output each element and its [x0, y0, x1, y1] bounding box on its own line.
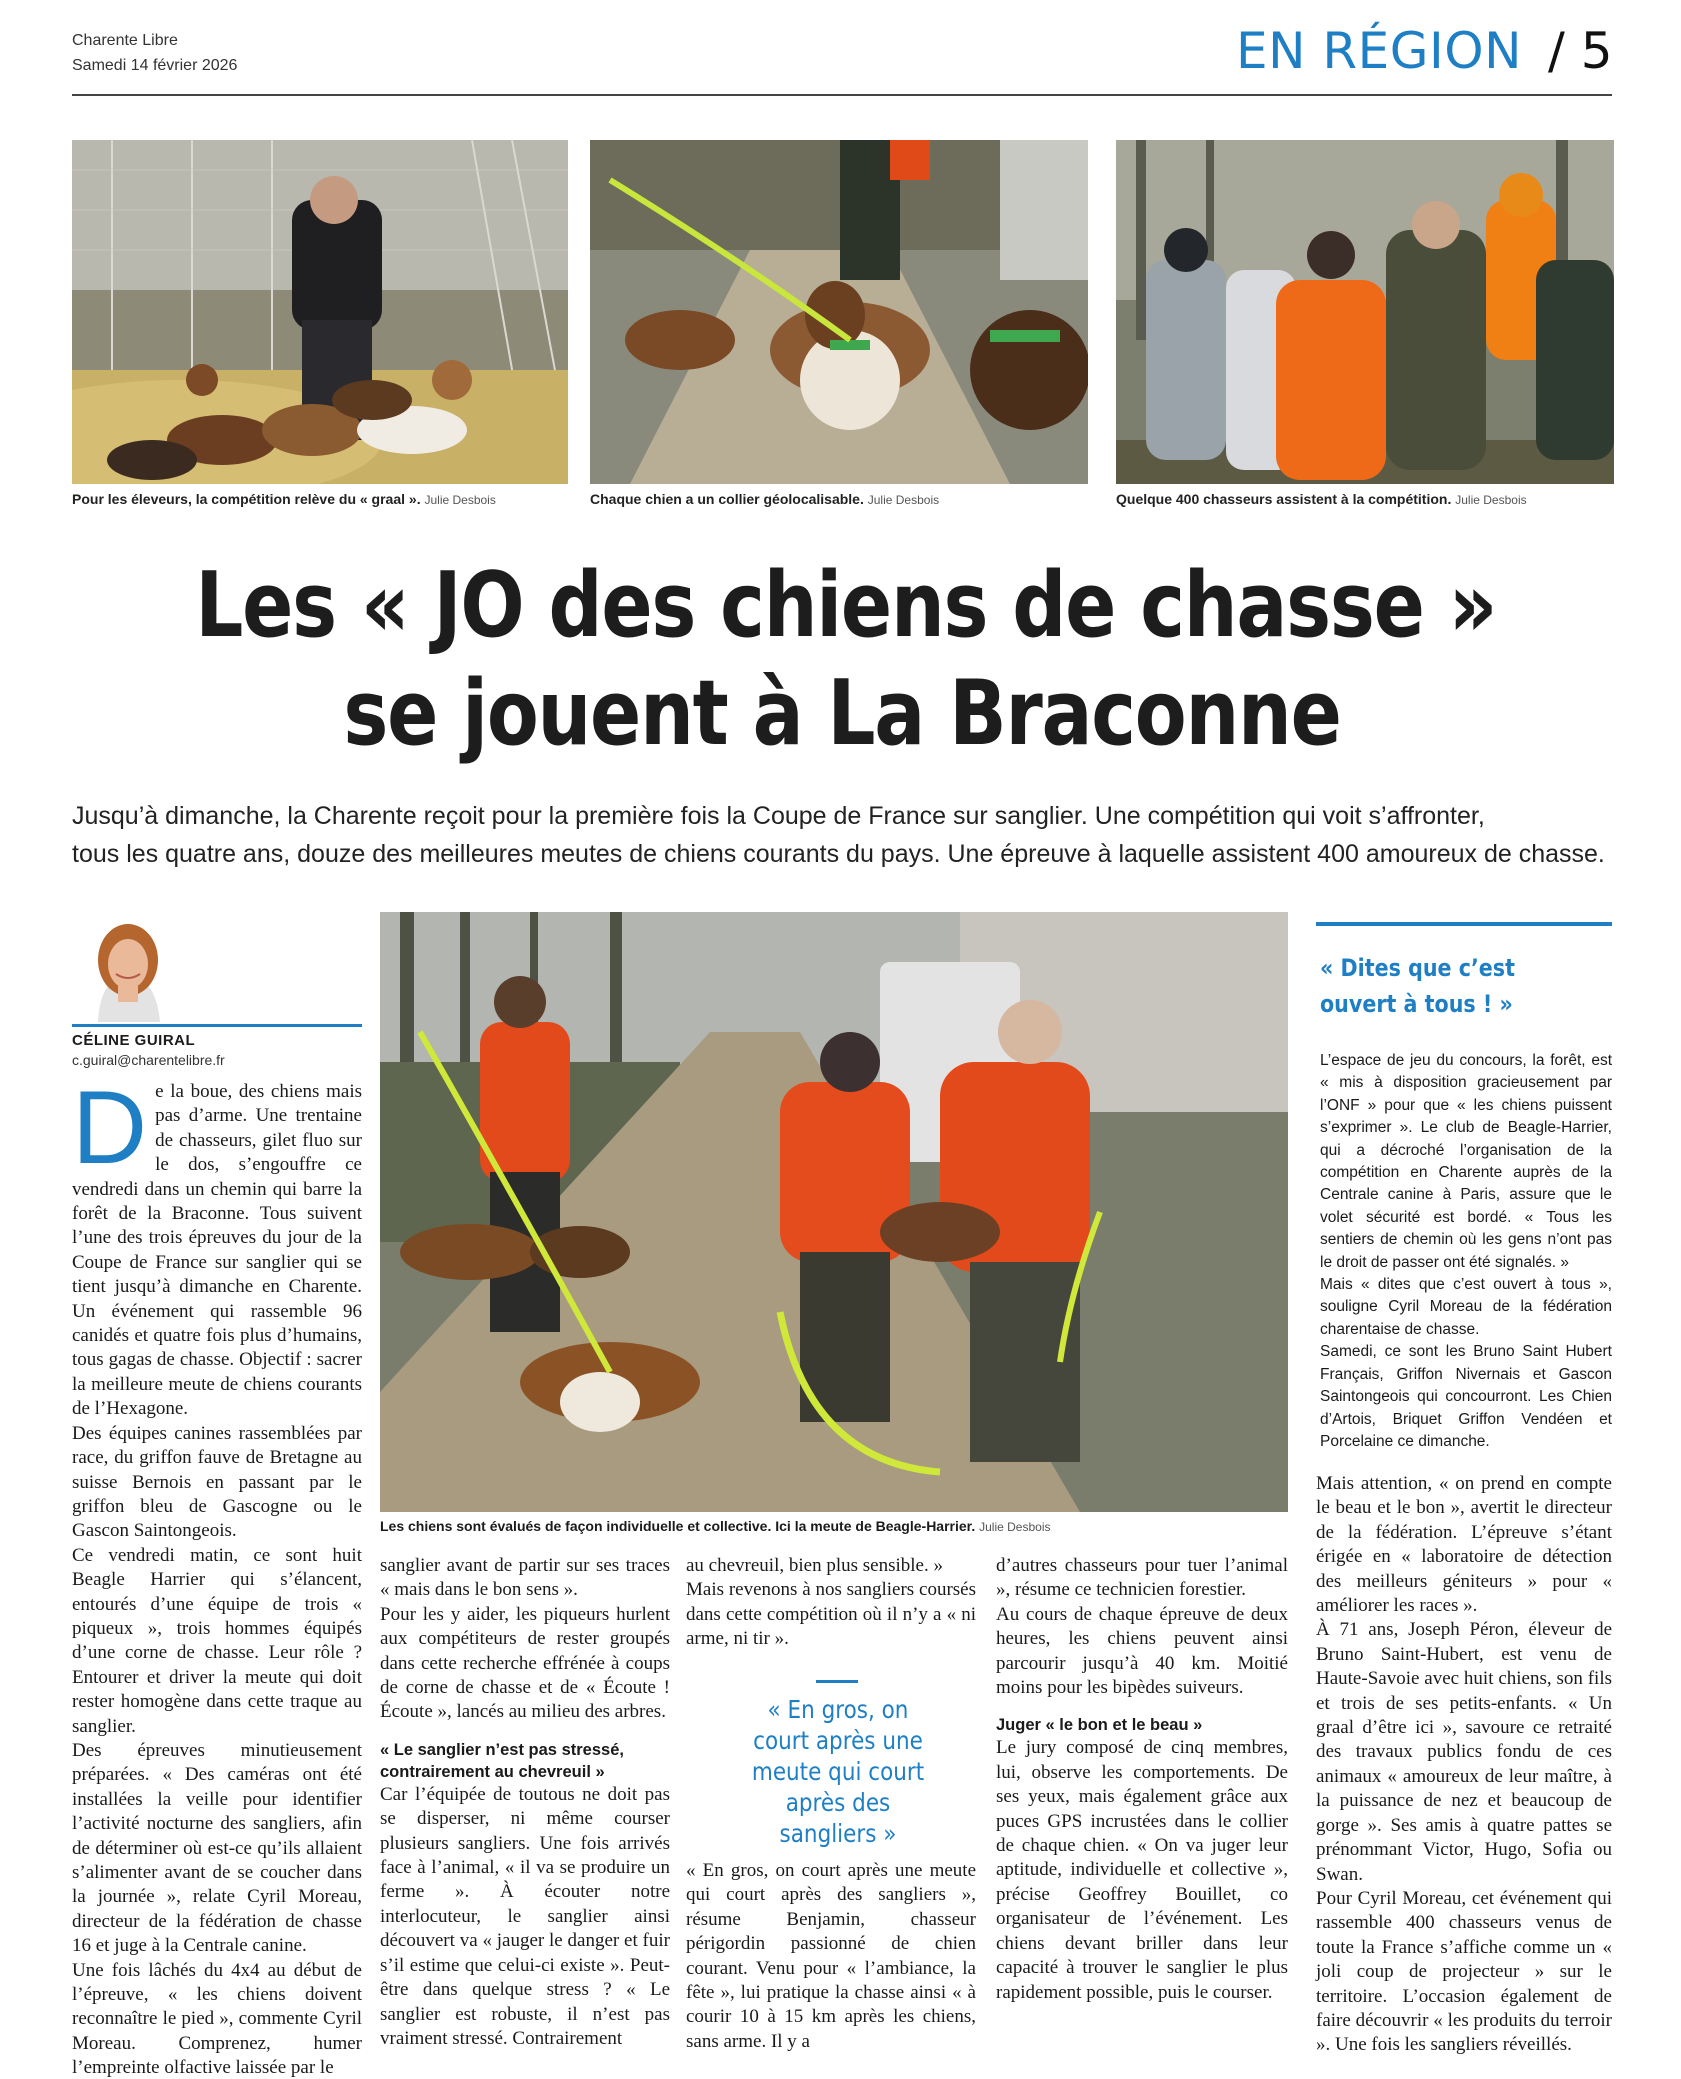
- photo-caption-1: Pour les éleveurs, la compétition relève du « graal ». Julie Desbois: [72, 491, 496, 507]
- headline-line-1: Les « JO des chiens de chasse »: [195, 553, 1497, 658]
- article-paragraph: au chevreuil, bien plus sensible. »: [686, 1555, 943, 1576]
- article-paragraph: Mais revenons à nos sangliers coursés dans cette compétition où il n’y a « ni arme, ni tir ».: [686, 1579, 976, 1650]
- article-paragraph: sanglier avant de partir sur ses traces « mais dans le bon sens ».: [380, 1555, 670, 1601]
- standfirst-line-2: tous les quatre ans, douze des meilleures meutes de chiens courants du pays. Une épreuve à laquelle assistent 400 amoureux de chasse.: [72, 840, 1605, 868]
- photo-credit: Julie Desbois: [979, 1520, 1051, 1534]
- photo-caption-3: Quelque 400 chasseurs assistent à la compétition. Julie Desbois: [1116, 491, 1527, 507]
- subheading: « Le sanglier n’est pas stressé, contrairement au chevreuil »: [380, 1740, 624, 1781]
- article-column-3b: [686, 1859, 976, 2054]
- article-paragraph: Pour Cyril Moreau, cet événement qui rassemble 400 chasseurs venus de toute la France s’affiche comme un « joli coup de projecteur » sur le territoire. L’occasion également de faire découvrir « les produits du terroir ». Une fois les sangliers réveillés.: [1316, 1887, 1612, 2056]
- article-paragraph: Pour les y aider, les piqueurs hurlent aux compétiteurs de rester groupés dans cette recherche effrénée à coups de corne de chasse et de « Écoute ! Écoute », lancés au milieu des arbres.: [380, 1603, 670, 1723]
- article-paragraph: Le jury composé de cinq membres, lui, observe les comportements. De ses yeux, mais également grâce aux puces GPS incrustées dans le collier de chaque chien. « On va juger leur aptitude, individuelle et collective », précise Geoffrey Bouillet, co organisateur de l’événement. Les chiens devant briller dans leur capacité à trouver le sanglier le plus rapidement possible, puis le courser.: [996, 1737, 1288, 2003]
- article-column-5: [1316, 1472, 1612, 2058]
- article-paragraph: Mais attention, « on prend en compte le beau et le bon », avertit le directeur de la fédération. L’épreuve s’étant érigée en « laboratoire de détection des meilleurs géniteurs » pour « améliorer les races ».: [1316, 1473, 1612, 1617]
- author-avatar: [80, 918, 176, 1022]
- sidebar-paragraph: Mais « dites que c’est ouvert à tous », souligne Cyril Moreau de la fédération charentaise de chasse.: [1320, 1276, 1612, 1338]
- sidebar-body: [1320, 1050, 1612, 1453]
- pullquote: « En gros, on court après une meute qui court après des sangliers »: [751, 1695, 925, 1848]
- photo-dog-collar: [590, 140, 1088, 484]
- article-paragraph: Ce vendredi matin, ce sont huit Beagle Harrier qui s’élancent, entourés d’une équipe de trois « piqueux », trois hommes équipés d’une corne de chasse. Leur rôle ? Entourer et driver la meute qui doit rester homogène dans cette traque au sanglier.: [72, 1544, 362, 1737]
- sidebar-rule: [1316, 922, 1612, 926]
- article-paragraph: « En gros, on court après une meute qui court après des sangliers », résume Benjamin, chasseur périgordin passionné de chien courant. Venu pour « l’ambiance, la fête », lui pratique la chasse ainsi « à courir 10 à 15 km après les chiens, sans arme. Il y a: [686, 1860, 976, 2052]
- article-column-1: [72, 1070, 362, 2079]
- section-title: EN RÉGION: [1236, 22, 1522, 80]
- standfirst-line-1: Jusqu’à dimanche, la Charente reçoit pour la première fois la Coupe de France sur sanglier. Une compétition qui voit s’affronter,: [72, 802, 1485, 830]
- article-column-3: [686, 1554, 976, 1652]
- article-paragraph: Une fois lâchés du 4x4 au début de l’épreuve, « les chiens doivent reconnaître le pied », commente Cyril Moreau. Comprenez, humer l’empreinte olfactive laissée par le: [72, 1959, 362, 2079]
- sidebar-paragraph: L’espace de jeu du concours, la forêt, est « mis à disposition gracieusement par l’ONF » pour que « les chiens puissent s’exprimer ». Le club de Beagle-Harrier, qui a décroché l’organisation de la compétition en Charente auprès de la Centrale canine à Paris, assure que le volet sécurité est bordé. « Tous les sentiers de chemin où les gens n’ont pas le droit de passer ont été signalés. »: [1320, 1052, 1612, 1271]
- sidebar-paragraph: Samedi, ce sont les Bruno Saint Hubert Français, Griffon Nivernais et Gascon Saintongeois qui concourront. Les Chien d’Artois, Briquet Griffon Vendéen et Porcelaine ce dimanche.: [1320, 1343, 1612, 1450]
- main-photo-caption: Les chiens sont évalués de façon individuelle et collective. Ici la meute de Beagle-Harrier. Julie Desbois: [380, 1518, 1051, 1534]
- article-paragraph: e la boue, des chiens mais pas d’arme. Une trentaine de chasseurs, gilet fluo sur le dos, s’engouffre ce vendredi dans un chemin qui barre la forêt de la Braconne. Tous suivent l’une des trois épreuves du jour de la Coupe de France sur sanglier qui se tient jusqu’à dimanche en Charente. Un événement qui rassemble 96 canidés et quatre fois plus d’humains, tous gagas de chasse. Objectif : sacrer la meilleure meute de chiens courants de l’Hexagone.: [72, 1081, 362, 1420]
- article-column-2: [380, 1554, 670, 2051]
- article-paragraph: d’autres chasseurs pour tuer l’animal », résume ce technicien forestier.: [996, 1555, 1288, 1601]
- header-divider: [72, 94, 1612, 96]
- pullquote-rule: [816, 1680, 858, 1683]
- photo-credit: Julie Desbois: [424, 493, 496, 507]
- publication-name: Charente Libre: [72, 32, 178, 49]
- article-paragraph: À 71 ans, Joseph Péron, éleveur de Bruno Saint-Hubert, est venu de Haute-Savoie avec huit chiens, son fils et trois de ses petits-enfants. « Un graal d’être ici », savoure ce retraité des travaux publics fondu de ces animaux « amoureux de leur maître, à la puissance de nez et beaucoup de gorge ». Ses amis à quatre pattes se prénommant Victor, Hugo, Sofia ou Swan.: [1316, 1619, 1612, 1885]
- article-column-4: [996, 1554, 1288, 2005]
- drop-cap: D: [72, 1070, 148, 1186]
- masthead: [72, 28, 237, 78]
- photo-kennel: [72, 140, 568, 484]
- article-paragraph: Au cours de chaque épreuve de deux heures, les chiens peuvent ainsi parcourir jusqu’à 40 km. Moitié moins pour les bipèdes suiveurs.: [996, 1603, 1288, 1699]
- headline: [195, 552, 1497, 768]
- publication-date: Samedi 14 février 2026: [72, 57, 238, 74]
- article-paragraph: Des équipes canines rassemblées par race, du griffon fauve de Bretagne au suisse Bernois en passant par le griffon bleu de Gascogne ou le Gascon Saintongeois.: [72, 1422, 362, 1542]
- photo-caption-2: Chaque chien a un collier géolocalisable. Julie Desbois: [590, 491, 940, 507]
- article-paragraph: Des épreuves minutieusement préparées. « Des caméras ont été installées la veille pour identifier l’activité nocturne des sangliers, afin de déterminer où est-ce qu’ils allaient s’alimenter avant de se coucher dans la journée », relate Cyril Moreau, directeur de la fédération de chasse 16 et juge à la Centrale canine.: [72, 1739, 362, 1957]
- photo-hunters: [1116, 140, 1614, 484]
- headline-line-2: se jouent à La Braconne: [343, 661, 1341, 766]
- photo-beagle-harrier-pack: [380, 912, 1288, 1512]
- article-paragraph: Car l’équipée de toutous ne doit pas se disperser, ni même courser plusieurs sangliers. Une fois arrivés face à l’animal, « il va se produire un ferme ». À écouter notre interlocuteur, le sanglier ainsi découvert va « jauger le danger et fuir s’il estime que celui-ci existe ». Peut-être dans quelque stress ? « Le sanglier est robuste, il n’est pas vraiment stressé. Contrairement: [380, 1783, 670, 2049]
- page-number: / 5: [1548, 22, 1613, 80]
- sidebar-title: « Dites que c’est ouvert à tous ! »: [1320, 954, 1515, 1018]
- subheading: Juger « le bon et le beau »: [996, 1716, 1203, 1735]
- author-divider: [72, 1024, 362, 1027]
- author-email[interactable]: c.guiral@charentelibre.fr: [72, 1052, 225, 1068]
- author-name: CÉLINE GUIRAL: [72, 1032, 196, 1049]
- photo-credit: Julie Desbois: [867, 493, 940, 507]
- standfirst: [72, 797, 1612, 873]
- photo-credit: Julie Desbois: [1455, 493, 1527, 507]
